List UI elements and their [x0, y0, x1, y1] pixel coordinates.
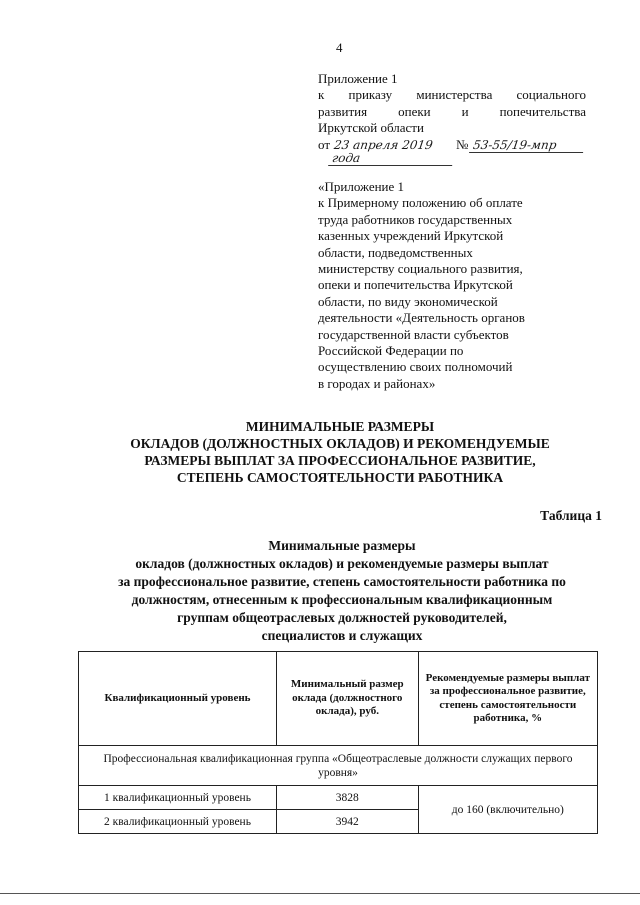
heading-line: РАЗМЕРЫ ВЫПЛАТ ЗА ПРОФЕССИОНАЛЬНОЕ РАЗВИТИЕ, — [144, 453, 536, 468]
table-title-line: группам общеотраслевых должностей руководителей, — [177, 610, 507, 625]
appendix-2-line: «Приложение 1 — [318, 179, 405, 194]
level-cell: 2 квалификационный уровень — [79, 810, 277, 834]
bonus-cell: до 160 (включительно) — [418, 786, 597, 834]
table-title-line: окладов (должностных окладов) и рекомендуемые размеры выплат — [135, 556, 549, 571]
salary-cell: 3828 — [276, 786, 418, 810]
appendix-2-line: Российской Федерации по — [318, 343, 464, 359]
heading-line: МИНИМАЛЬНЫЕ РАЗМЕРЫ — [245, 419, 435, 434]
appendix-2-line: к Примерному положению об оплате — [318, 195, 523, 211]
appendix-2-line: казенных учреждений Иркутской — [318, 228, 504, 244]
appendix-2-line: государственной власти субъектов — [318, 326, 509, 342]
table-title-line: за профессиональное развитие, степень самостоятельности работника по — [118, 574, 566, 589]
table-row — [79, 786, 598, 810]
group-title-cell: Профессиональная квалификационная группа «Общеотраслевые должности служащих первого уровня» — [79, 746, 598, 786]
from-label: от — [318, 136, 331, 152]
handwritten-order-number: 53-55/19-мпр — [469, 139, 585, 153]
document-heading — [80, 418, 600, 486]
appendix-1-line: развития опеки и попечительства — [318, 103, 586, 119]
heading-line: СТЕПЕНЬ САМОСТОЯТЕЛЬНОСТИ РАБОТНИКА — [176, 470, 504, 485]
appendix-2-line: опеки и попечительства Иркутской — [318, 277, 513, 293]
page-number: 4 — [336, 40, 343, 55]
table-title-line: должностям, отнесенным к профессиональным квалификационным — [131, 592, 553, 607]
salary-cell: 3942 — [276, 810, 418, 834]
order-date-line — [318, 137, 586, 166]
appendix-2-line: осуществлению своих полномочий — [318, 359, 513, 375]
appendix-2-line: в городах и районах» — [318, 375, 436, 391]
appendix-2-line: деятельности «Деятельность органов — [318, 310, 525, 326]
heading-line: ОКЛАДОВ (ДОЛЖНОСТНЫХ ОКЛАДОВ) И РЕКОМЕНДУЕМЫЕ — [130, 436, 550, 451]
number-label: № — [456, 136, 469, 152]
appendix-1-line: к приказу министерства социального — [318, 87, 586, 103]
header-minimum-salary: Минимальный размер оклада (должностного оклада), руб. — [276, 652, 418, 746]
appendix-2-line: области, подведомственных — [318, 244, 473, 260]
table-title — [72, 537, 612, 645]
table-group-row — [79, 746, 598, 786]
page-bottom-rule — [0, 893, 640, 894]
appendix-1-block — [318, 71, 586, 166]
appendix-2-block — [318, 179, 586, 392]
salary-table — [78, 651, 598, 834]
appendix-1-line: Иркутской области — [318, 120, 424, 136]
table-title-line: специалистов и служащих — [261, 628, 423, 643]
appendix-2-line: труда работников государственных — [318, 211, 513, 227]
table-label: Таблица 1 — [540, 508, 602, 523]
appendix-2-line: министерству социального развития, — [318, 261, 523, 277]
header-qualification-level: Квалификационный уровень — [79, 652, 277, 746]
table-title-line: Минимальные размеры — [268, 538, 416, 553]
level-cell: 1 квалификационный уровень — [79, 786, 277, 810]
table-header-row — [79, 652, 598, 746]
appendix-1-title: Приложение 1 — [318, 71, 398, 86]
appendix-2-line: области, по виду экономической — [318, 293, 498, 309]
header-recommended-bonus: Рекомендуемые размеры выплат за профессиональное развитие, степень самостоятельности работника, % — [418, 652, 597, 746]
handwritten-date: 23 апреля 2019 года — [328, 139, 456, 166]
